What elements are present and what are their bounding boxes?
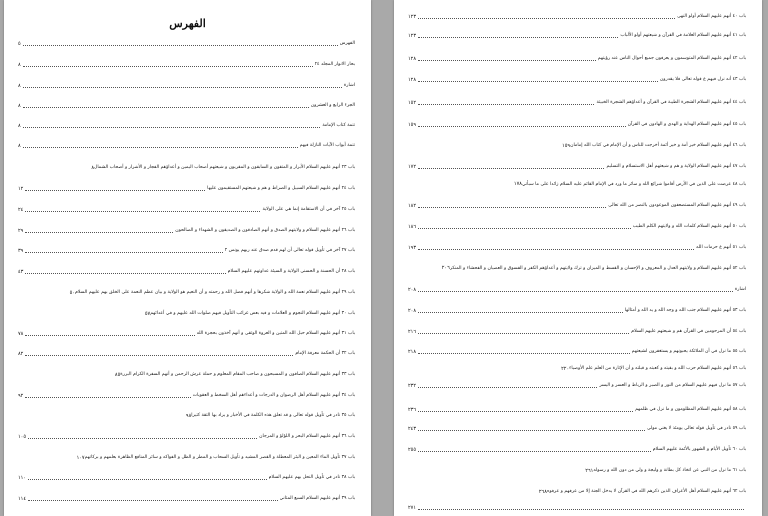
toc-entry[interactable] <box>18 38 355 50</box>
toc-dot-leader <box>25 273 225 274</box>
toc-entry-page-number: ١٩٣ <box>408 245 417 251</box>
toc-entry[interactable] <box>408 444 746 456</box>
toc-entry-title: باب ٤٦ أنهم عليهم السلام خير أمة و خير أئمة أخرجت للناس و أن الإمام في كتاب الله إمامان <box>570 143 746 148</box>
toc-entry-title: باب ٣٢ أن الحكمة معرفة الإمام <box>295 351 355 356</box>
toc-entry-title: باب ٢٧ آخر في تأويل قوله تعالى أن لهم قدم صدق عند ربهم يونس ٢ <box>224 248 355 253</box>
toc-entry-page-number: ٢٤ <box>18 207 24 213</box>
toc-entry-title: باب ٢٤ أنهم عليهم السلام السبيل و الصراط و هم و شيعتهم المستقيمون عليها <box>207 186 355 191</box>
toc-entry-title: باب ٦١ ما نزل من النبي عن اتخاذ كل بطانة و وليجة و ولي من دون الله و رسوله <box>593 468 746 473</box>
toc-entry[interactable] <box>408 404 746 416</box>
toc-entry[interactable] <box>408 465 746 477</box>
toc-dot-leader <box>23 87 342 88</box>
toc-entry-page-number: ٢٢٠ <box>561 366 570 372</box>
toc-entry-title: باب ٥٥ ما نزل في أن الملائكة يحبونهم و يستغفرون لشيعتهم <box>631 349 746 354</box>
toc-entry-page-number: ٢٠٨ <box>408 308 417 314</box>
toc-entry-page-number: ٨٢ <box>18 351 24 357</box>
toc-dot-leader <box>28 479 267 480</box>
toc-dot-leader <box>418 18 675 19</box>
toc-entry-title: باب ٤١ أنهم عليهم السلام العلامة في القرآن و شيعتهم أولو الألباب <box>620 33 746 38</box>
toc-entry-page-number: ٨ <box>91 165 95 171</box>
toc-entry-title: تتمة أبواب الآيات النازلة فيهم <box>299 143 355 148</box>
toc-dot-leader <box>418 60 596 61</box>
toc-entry-title: باب ٥٩ نادر في تأويل قوله تعالى يومئذ لا يغني مولى <box>646 426 746 431</box>
toc-entry[interactable] <box>408 346 746 358</box>
toc-entry[interactable] <box>18 410 355 422</box>
toc-entry-page-number: ٥ <box>18 41 21 47</box>
toc-entry-page-number: ٨ <box>18 103 21 109</box>
left-page <box>4 0 371 516</box>
toc-entry-title: باب ٣٤ أنهم عليهم السلام أهل الرضوان و الدرجات و أعداءهم أهل السخط و العقوبات <box>192 393 355 398</box>
toc-entry-title: باب ٤٥ أنهم عليهم السلام الهداية و الهدى و الهادون في القرآن <box>627 122 746 127</box>
toc-dot-leader <box>418 312 623 313</box>
toc-entry-title: باب ٣٥ نادر في تأويل قوله تعالى و قد تعلق هذه الكلمة في الأخبار و يراد بها الثقة كثيرا <box>191 413 355 418</box>
toc-entry-title: الجزء الرابع و العشرون <box>310 103 355 108</box>
toc-dot-leader <box>418 509 744 510</box>
toc-entry-page-number: ٨ <box>18 62 21 68</box>
toc-entry[interactable] <box>408 200 746 212</box>
toc-entry-title: باب ٦٠ تأويل الأيام و الشهور بالأئمة عليهم السلام <box>652 447 746 452</box>
toc-dot-leader <box>418 81 658 82</box>
toc-entry[interactable] <box>408 174 746 194</box>
toc-entry-title: اشارة <box>734 287 746 292</box>
toc-entry[interactable] <box>408 242 746 254</box>
toc-entry-page-number: ٢٠٨ <box>408 287 417 293</box>
toc-entry[interactable] <box>408 363 746 375</box>
toc-entry-title: الفهرس <box>339 41 355 46</box>
toc-entry-page-number: ٢٤٣ <box>408 426 417 432</box>
toc-entry-page-number: ١٥٢ <box>408 100 417 106</box>
toc-entry-title: باب ٣٨ نادر في تأويل النحل بهم عليهم السلام <box>268 475 355 480</box>
toc-entry-title: باب ٤٢ أنهم عليهم السلام المتوسمون و يعرفون جميع أحوال الناس عند رؤيتهم <box>597 56 746 61</box>
toc-entry-title: باب ٥٧ ما نزل فيهم عليهم السلام من النور و الصبر و الرباط و العسر و اليسر <box>599 383 746 388</box>
toc-entry[interactable] <box>408 53 746 65</box>
toc-dot-leader <box>418 451 651 452</box>
toc-entry[interactable] <box>408 486 746 498</box>
toc-entry[interactable] <box>408 161 746 173</box>
toc-entry[interactable] <box>408 97 746 109</box>
toc-dot-leader <box>418 430 645 431</box>
toc-entry-page-number: ١٢٣ <box>408 33 417 39</box>
toc-entry-page-number: ٥٠ <box>69 290 75 296</box>
toc-entry-page-number: ١٥٩ <box>408 122 417 128</box>
toc-entry-page-number: ٢٣٢ <box>408 383 417 389</box>
toc-dot-leader <box>418 291 733 292</box>
toc-entry[interactable] <box>18 431 355 443</box>
toc-entry-title: باب ٤٠ أنهم عليهم السلام أولو النهى <box>677 14 746 19</box>
toc-entry[interactable] <box>408 119 746 131</box>
toc-dot-leader <box>418 104 594 105</box>
toc-dot-leader <box>418 353 630 354</box>
toc-entry-title: باب ٢٣ أنهم عليهم السلام الأبرار و المتقون و السابقون و المقربون و شيعتهم أصحاب اليمين و أعداؤهم الفجار و الأشرار و أصحاب الشمال <box>94 165 355 170</box>
toc-entry[interactable] <box>408 11 746 23</box>
toc-entry[interactable] <box>18 493 355 505</box>
toc-entry-title: باب ٢٦ أنهم عليهم السلام و ولايتهم الصدق و أنهم الصادقون و الصديقون و الشهداء و الصالحون <box>175 228 355 233</box>
toc-entry-page-number: ١١٤ <box>18 496 27 502</box>
toc-dot-leader <box>23 147 298 148</box>
toc-entry-page-number: ١٢٣ <box>408 14 417 20</box>
toc-entry-page-number: ٢٩ <box>18 228 24 234</box>
toc-entry-page-number: ٢٦١ <box>585 468 594 474</box>
toc-dot-leader <box>25 232 173 233</box>
toc-entry[interactable] <box>18 390 355 402</box>
toc-entry-page-number: ٩٢ <box>18 393 24 399</box>
toc-entry-title: باب ٣٠ أنهم عليهم السلام النجوم و العلامات و فيه بعض غرائب التأويل فيهم صلوات الله عليهم و في أعدائهم <box>150 311 355 316</box>
toc-entry-title: باب ٥٤ أن المرحومين في القرآن هم و شيعتهم عليهم السلام <box>631 329 746 334</box>
toc-entry-title: باب ٣٣ أنهم عليهم السلام الصافون و المسبحون و صاحب المقام المعلوم و حملة عرش الرحمن و أنهم السفرة الكرام البررة <box>120 372 355 377</box>
toc-entry-page-number: ٢٧١ <box>408 505 417 511</box>
toc-entry-page-number: ٢٥٥ <box>408 447 417 453</box>
toc-entry-page-number: ١٠٥ <box>18 434 27 440</box>
toc-dot-leader <box>25 335 194 336</box>
toc-entry[interactable] <box>408 305 746 317</box>
toc-entry-page-number: ٤٣ <box>18 269 24 275</box>
toc-entry[interactable] <box>18 266 355 278</box>
toc-dot-leader <box>23 66 313 67</box>
toc-dot-leader <box>23 127 321 128</box>
toc-entry-title: باب ٤٧ أنهم عليهم السلام الولاية و هم و شيعتهم أهل الاستسلام و التسليم <box>606 164 746 169</box>
toc-entry-page-number: ٢٣٦ <box>408 407 417 413</box>
toc-entry[interactable] <box>408 221 746 233</box>
toc-entry-page-number: ١٧٢ <box>408 164 417 170</box>
toc-entry[interactable] <box>18 369 355 381</box>
toc-dot-leader <box>418 249 694 250</box>
right-page <box>394 0 762 516</box>
toc-entry[interactable] <box>408 284 746 296</box>
toc-dot-leader <box>25 190 205 191</box>
toc-entry-title: باب ٣١ أنهم عليهم السلام حبل الله المتين و العروة الوثقى و أنهم آخذون بحجزة الله <box>196 331 355 336</box>
toc-entry-page-number: ٩٨ <box>185 413 192 419</box>
toc-entry-title: باب ٥٢ أنهم عليهم السلام و ولايتهم العدل و المعروف و الإحسان و القسط و الميزان و ترك ولايتهم و أعداؤهم الكفر و الفسوق و العصيان و الفحشاء و المنكر <box>449 265 746 271</box>
toc-dot-leader <box>418 207 606 208</box>
toc-entry-title: باب ٤٩ أنهم عليهم السلام المستضعفون الموعودون بالنصر من الله تعالى <box>608 203 746 208</box>
toc-entry[interactable] <box>408 423 746 435</box>
toc-entry-title: اشارة <box>343 83 355 88</box>
toc-entry-title: باب ٢٩ أنهم عليهم السلام نعمة الله و الولاية شكرها و أنهم فضل الله و رحمته و أن النعيم هو الولاية و بيان عظم النعمة على الخلق بهم عليهم السلام <box>74 290 355 295</box>
toc-entry-page-number: ٢١٨ <box>408 349 417 355</box>
toc-entry-page-number: ٧٨ <box>18 331 24 337</box>
toc-entry-title: باب ٥٣ أنهم عليهم السلام جنب الله و وجه الله و يد الله و أمثالها <box>624 308 746 313</box>
toc-entry-title: باب ٣٩ أنهم عليهم السلام السبع المثاني <box>279 496 355 501</box>
toc-entry-page-number: ١٢ <box>18 186 24 192</box>
toc-entry-title: بحار الانوار المجلد ٢٤ <box>314 62 355 67</box>
toc-entry-title: باب ٢٨ أن الحسنة و الحسنى الولاية و السيئة عداوتهم عليهم السلام <box>227 269 355 274</box>
toc-entry[interactable] <box>18 225 355 237</box>
toc-entry-page-number: ٢٦٨ <box>538 489 547 495</box>
toc-entry[interactable] <box>18 287 355 299</box>
page-title: الفهرس <box>169 17 206 30</box>
toc-dot-leader <box>418 411 633 412</box>
toc-dot-leader <box>418 126 626 127</box>
toc-entry-page-number: ٣٩ <box>18 248 24 254</box>
toc-entry-page-number: ٨ <box>18 123 21 129</box>
toc-dot-leader <box>418 333 629 334</box>
toc-entry[interactable] <box>408 380 746 392</box>
toc-entry[interactable] <box>18 140 355 152</box>
toc-entry-title: باب ٦٢ أنهم عليهم السلام أهل الأعراف الذين ذكرهم الله في القرآن لا يدخل الجنة إلا من عرفهم و عرفوه <box>546 489 746 494</box>
toc-entry[interactable] <box>18 348 355 360</box>
toc-dot-leader <box>418 168 604 169</box>
toc-entry-page-number: ١٠٧ <box>76 455 85 461</box>
toc-entry-title: باب ٣٦ أنهم عليهم السلام البحر و اللؤلؤ و المرجان <box>259 434 355 439</box>
toc-entry-title: باب ٥١ أنهم ع حرمات الله <box>696 245 746 250</box>
toc-entry[interactable] <box>18 308 355 320</box>
toc-entry-page-number: ١٥٩ <box>562 143 571 149</box>
toc-entry-page-number: ١٧٨ <box>513 180 522 187</box>
toc-entry-page-number: ٨٥ <box>114 372 121 378</box>
toc-entry-page-number: ١٨٢ <box>408 203 417 209</box>
toc-entry-title: تتمة كتاب الإمامة <box>322 123 355 128</box>
toc-entry[interactable] <box>18 204 355 216</box>
toc-entry-title: باب ٤٣ أنه نزل فيهم ع قوله تعالى فلا يقدرون <box>659 77 746 82</box>
toc-entry[interactable] <box>18 162 355 174</box>
toc-dot-leader <box>28 500 277 501</box>
toc-dot-leader <box>418 37 618 38</box>
toc-entry-page-number: ١١٠ <box>18 475 27 481</box>
toc-entry[interactable] <box>18 120 355 132</box>
toc-entry-page-number: ٨ <box>18 143 21 149</box>
toc-entry[interactable] <box>408 140 746 152</box>
toc-entry[interactable] <box>408 502 746 514</box>
toc-dot-leader <box>23 107 309 108</box>
toc-entry-page-number: ٢١٦ <box>408 329 417 335</box>
toc-dot-leader <box>25 252 222 253</box>
toc-entry[interactable] <box>18 472 355 484</box>
toc-entry[interactable] <box>18 452 355 464</box>
toc-entry[interactable] <box>18 59 355 71</box>
toc-entry-page-number: ٨ <box>18 83 21 89</box>
toc-dot-leader <box>23 45 338 46</box>
toc-entry-page-number: ٥٧ <box>144 311 151 317</box>
toc-entry-page-number: ١٢٨ <box>408 77 417 83</box>
toc-dot-leader <box>25 211 260 212</box>
toc-entry[interactable] <box>408 326 746 338</box>
toc-entry-page-number: ١٨٦ <box>408 224 417 230</box>
toc-entry-title: باب ٥٠ أنهم عليهم السلام كلمات الله و ولايتهم الكلم الطيب <box>632 224 746 229</box>
toc-entry-title: باب ٤٤ أنهم عليهم السلام الشجرة الطيبة في القرآن و أعداؤهم الشجرة الخبيثة <box>596 100 746 105</box>
toc-entry[interactable] <box>18 328 355 340</box>
toc-entry[interactable] <box>18 100 355 112</box>
toc-entry[interactable] <box>408 258 746 278</box>
toc-entry[interactable] <box>408 30 746 42</box>
toc-entry-page-number: ٢٠٦ <box>441 264 450 271</box>
toc-entry[interactable] <box>18 183 355 195</box>
toc-entry[interactable] <box>18 80 355 92</box>
toc-dot-leader <box>418 228 631 229</box>
toc-dot-leader <box>25 397 190 398</box>
toc-entry-title: باب ٥٨ أنهم عليهم السلام المظلومون و ما نزل في ظلمهم <box>635 407 746 412</box>
toc-entry-page-number: ١٢٨ <box>408 56 417 62</box>
toc-entry[interactable] <box>408 74 746 86</box>
toc-entry-title: باب ٣٧ تأويل الماء المعين و البئر المعطلة و القصر المشيد و تأويل السحاب و المطر و الظل و الفواكه و سائر المنافع الظاهرة بعلمهم و بركاتهم <box>84 455 355 460</box>
toc-entry-title: باب ٢٥ آخر في أن الاستقامة إنما هي على الولاية <box>262 207 355 212</box>
toc-entry-title: باب ٤٨ عرضت على الذين في الأرض أقاموا شرائع الله و سائر ما ورد في الإمام القائم عليه السلام زائدا على ما سبأتي <box>521 181 746 187</box>
toc-entry[interactable] <box>18 245 355 257</box>
toc-dot-leader <box>28 438 257 439</box>
toc-entry-title: باب ٥٦ أنهم عليهم السلام حزب الله و بقيته و كعبته و قبلته و أن الإثارة من العلم علم الأوصياء <box>569 366 746 371</box>
toc-dot-leader <box>418 387 597 388</box>
toc-dot-leader <box>25 355 293 356</box>
